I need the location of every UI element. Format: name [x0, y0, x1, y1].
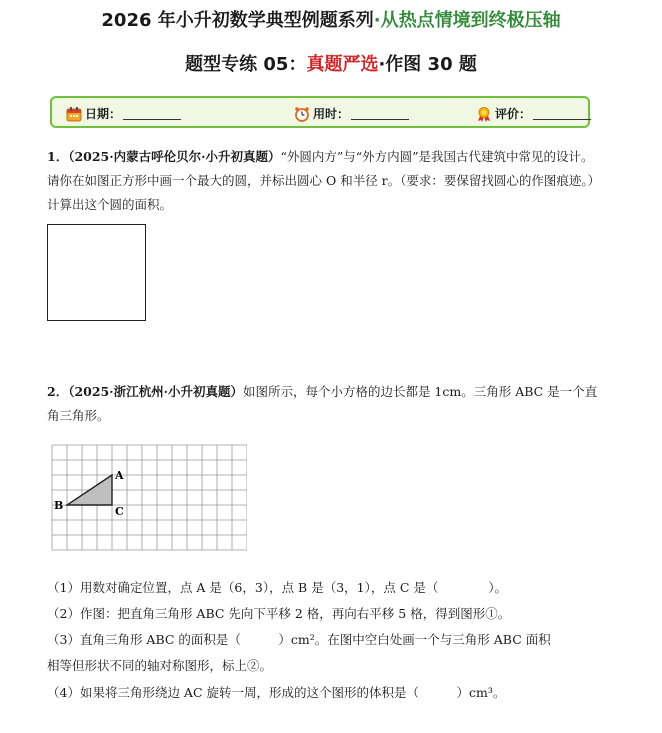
question-2-part-2: （2）作图：把直角三角形 ABC 先向下平移 2 格，再向右平移 5 格，得到图形①。 — [47, 606, 511, 621]
question-2-part-1: （1）用数对确定位置，点 A 是（6，3），点 B 是（3，1），点 C 是（ ）。 — [47, 580, 508, 595]
page-title — [0, 6, 662, 32]
date-blank[interactable] — [123, 107, 181, 120]
question-1-number: 1． — [47, 149, 69, 164]
label-b: B — [54, 499, 64, 512]
grid-figure[interactable] — [51, 444, 247, 566]
question-2-text: 如图所示，每个小方格的边长都是 1cm。三角形 ABC 是一个直角三角形。 — [47, 384, 598, 423]
score-label: 评价： — [495, 107, 532, 121]
score-blank[interactable] — [533, 107, 591, 120]
alarm-clock-icon — [294, 106, 310, 122]
question-2 — [47, 380, 603, 428]
question-2-part-4: （4）如果将三角形绕边 AC 旋转一周，形成的这个图形的体积是（ ）cm³。 — [47, 685, 506, 700]
question-1-text: “外圆内方”与“外方内圆”是我国古代建筑中常见的设计。请你在如图正方形中画一个最大的圆，并标出圆心 O 和半径 r。（要求：要保留找圆心的作图痕迹。）计算出这个圆的面积。 — [47, 149, 601, 212]
question-2-part-3: （3）直角三角形 ABC 的面积是（ ）cm²。在图中空白处画一个与三角形 ABC 面积 — [47, 632, 551, 647]
question-2-source: （2025·浙江杭州·小升初真题） — [68, 384, 243, 399]
score-field — [476, 105, 591, 122]
info-bar — [50, 96, 590, 128]
question-2-number: 2． — [47, 384, 69, 399]
time-label: 用时： — [313, 107, 350, 121]
question-1-source: （2025·内蒙古呼伦贝尔·小升初真题） — [68, 149, 281, 164]
question-2-part-3-continued: 相等但形状不同的轴对称图形，标上②。 — [47, 658, 273, 673]
title-highlight: ·从热点情境到终极压轴 — [373, 10, 561, 31]
time-blank[interactable] — [351, 107, 409, 120]
question-1 — [47, 145, 603, 217]
label-a: A — [115, 469, 124, 482]
time-field — [294, 105, 409, 122]
date-field — [66, 105, 181, 122]
drawing-square[interactable] — [47, 224, 146, 321]
label-c: C — [115, 505, 124, 518]
subtitle-suffix: ·作图 30 题 — [378, 54, 477, 75]
subtitle-prefix: 题型专练 05： — [185, 54, 307, 75]
date-label: 日期： — [85, 107, 122, 121]
subtitle-highlight: 真题严选 — [306, 54, 379, 75]
title-main: 2026 年小升初数学典型例题系列 — [101, 10, 374, 31]
calendar-icon — [66, 106, 82, 122]
medal-icon — [476, 106, 492, 122]
page-subtitle — [0, 50, 662, 76]
